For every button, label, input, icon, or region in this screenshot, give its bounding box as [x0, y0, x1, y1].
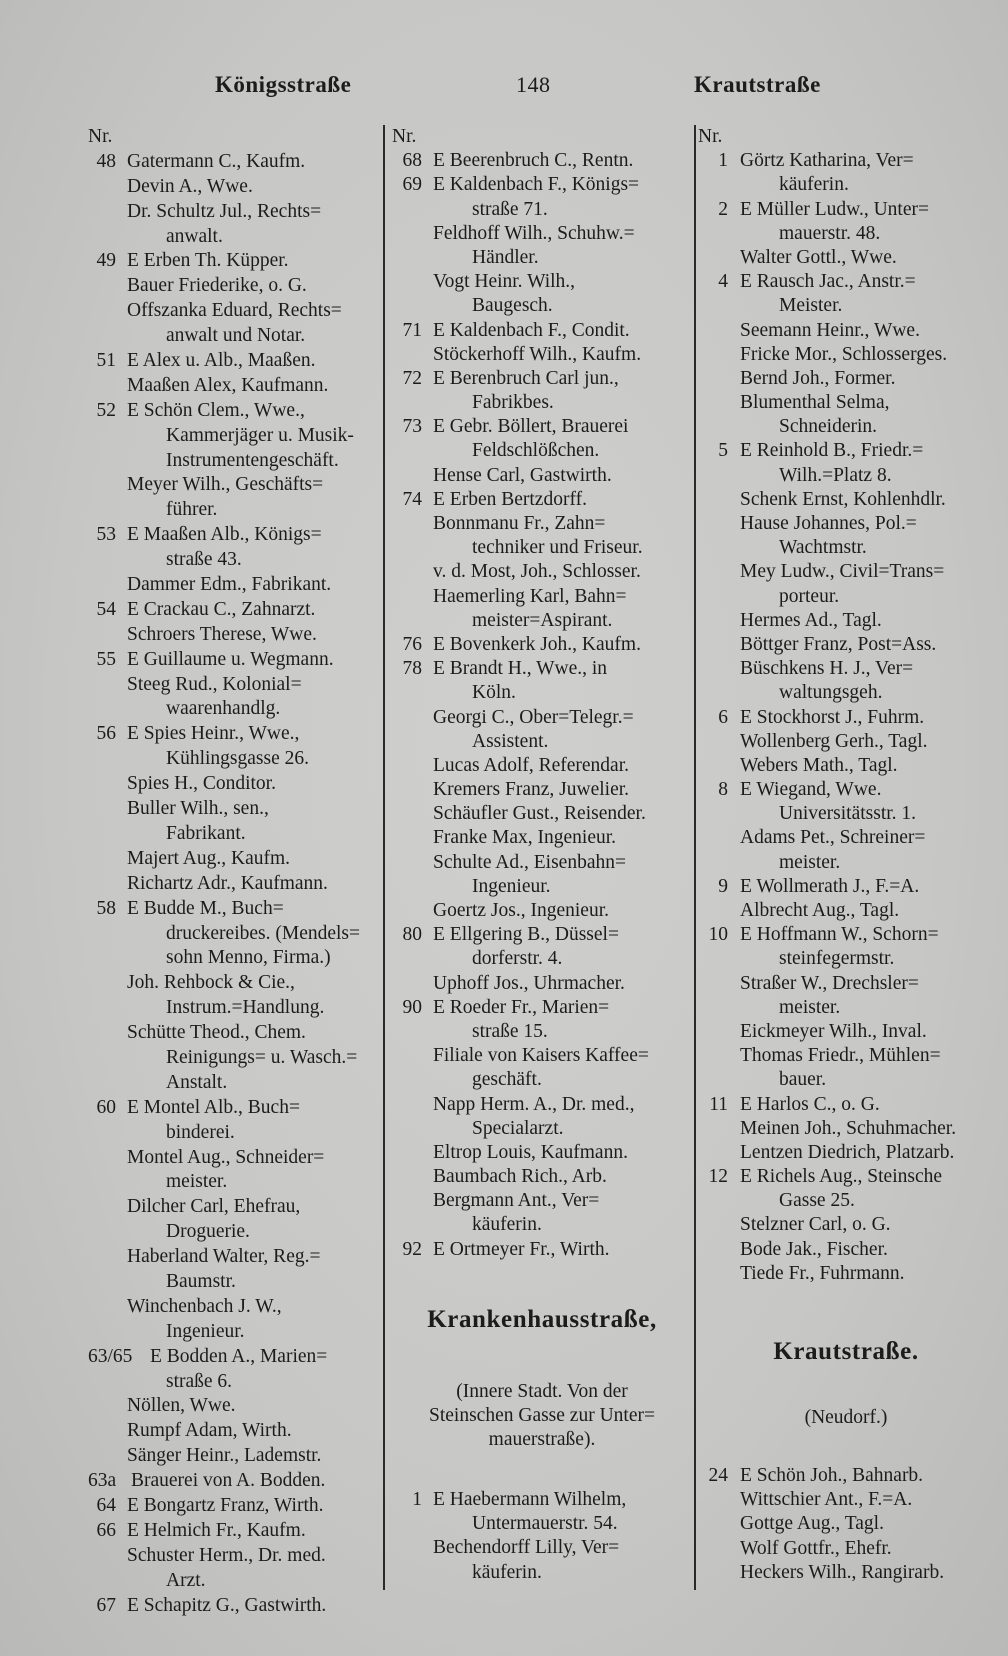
- entry-text: Feldschlößchen.: [472, 440, 600, 462]
- entry-text: Dr. Schultz Jul., Rechts=: [127, 200, 322, 222]
- house-number: 2: [718, 198, 728, 220]
- entry-text: Eickmeyer Wilh., Inval.: [740, 1020, 927, 1042]
- entry-text: E Berenbruch Carl jun.,: [433, 367, 619, 389]
- street-heading: Krautstraße.: [773, 1338, 919, 1365]
- entry-text: Büschkens H. J., Ver=: [740, 658, 914, 680]
- house-number: 67: [96, 1594, 116, 1616]
- entry-text: Schäufler Gust., Reisender.: [433, 803, 646, 825]
- entry-text: E Montel Alb., Buch=: [127, 1096, 300, 1118]
- house-number: 54: [96, 598, 116, 620]
- entry-text: Meinen Joh., Schuhmacher.: [740, 1117, 957, 1139]
- house-number: 9: [718, 875, 728, 897]
- entry-text: E Richels Aug., Steinsche: [740, 1166, 943, 1188]
- entry-text: E Gebr. Böllert, Brauerei: [433, 416, 629, 438]
- entry-text: Ingenieur.: [166, 1320, 245, 1342]
- entry-text: geschäft.: [472, 1069, 542, 1091]
- entry-text: Schuster Herm., Dr. med.: [127, 1544, 326, 1566]
- house-number: 1: [412, 1489, 422, 1510]
- entry-text: Böttger Franz, Post=Ass.: [740, 633, 937, 655]
- entry-text: Hermes Ad., Tagl.: [740, 609, 882, 631]
- entry-text: Wilh.=Platz 8.: [779, 464, 892, 486]
- house-number: 78: [402, 658, 422, 680]
- house-number: 92: [402, 1238, 422, 1260]
- entry-text: Georgi C., Ober=Telegr.=: [433, 706, 634, 728]
- entry-text: E Maaßen Alb., Königs=: [127, 524, 322, 546]
- entry-text: straße 43.: [166, 549, 242, 571]
- entry-text: Stöckerhoff Wilh., Kaufm.: [433, 343, 642, 365]
- entry-text: Hause Johannes, Pol.=: [740, 513, 917, 534]
- entry-text: Brauerei von A. Bodden.: [131, 1470, 326, 1492]
- entry-text: Arzt.: [166, 1569, 206, 1591]
- house-number: 72: [402, 367, 422, 389]
- entry-text: E Bodden A., Marien=: [150, 1345, 328, 1367]
- entry-text: Heckers Wilh., Rangirarb.: [740, 1561, 945, 1583]
- entry-text: Steeg Rud., Kolonial=: [127, 673, 302, 695]
- entry-text: Baugesch.: [472, 295, 553, 317]
- entry-text: E Stockhorst J., Fuhrm.: [740, 706, 925, 728]
- entry-text: Fabrikant.: [166, 822, 246, 844]
- street-description: [698, 1406, 994, 1430]
- entry-text: mauerstr. 48.: [779, 222, 881, 244]
- entry-text: Gasse 25.: [779, 1190, 855, 1212]
- entry-text: E Rausch Jac., Anstr.=: [740, 271, 916, 293]
- entry-text: Maaßen Alex, Kaufmann.: [127, 374, 329, 396]
- entry-text: E Ellgering B., Düssel=: [433, 924, 619, 946]
- house-number: 64: [96, 1494, 116, 1516]
- entry-text: Wachtmstr.: [779, 537, 867, 559]
- entry-text: Kühlingsgasse 26.: [166, 748, 309, 770]
- house-number: 68: [402, 150, 422, 172]
- house-number: 12: [708, 1166, 728, 1188]
- house-number: 63/65: [88, 1345, 133, 1367]
- entry-text: Joh. Rehbock & Cie.,: [127, 972, 295, 994]
- entry-text: E Alex u. Alb., Maaßen.: [127, 350, 316, 372]
- entry-text: straße 6.: [166, 1370, 233, 1392]
- entry-text: Spies H., Conditor.: [127, 773, 276, 795]
- entry-text: E Reinhold B., Friedr.=: [740, 440, 924, 462]
- entry-text: meister.: [166, 1171, 228, 1193]
- entry-text: Feldhoff Wilh., Schuhw.=: [433, 222, 635, 244]
- entry-text: Tiede Fr., Fuhrmann.: [740, 1262, 905, 1284]
- entry-text: Thomas Friedr., Mühlen=: [740, 1045, 941, 1067]
- house-number: 56: [96, 723, 116, 745]
- entry-text: binderei.: [166, 1121, 235, 1143]
- house-number: 10: [708, 924, 728, 946]
- entry-text: Gottge Aug., Tagl.: [740, 1513, 884, 1535]
- entry-text: Fricke Mor., Schlosserges.: [740, 343, 948, 365]
- entry-text: Dilcher Carl, Ehefrau,: [127, 1196, 301, 1218]
- house-number: 90: [402, 996, 422, 1018]
- house-number: 49: [96, 250, 116, 272]
- house-number: 66: [96, 1519, 116, 1541]
- entry-text: E Harlos C., o. G.: [740, 1093, 880, 1115]
- page-number: 148: [516, 72, 551, 97]
- street-description-line: (Innere Stadt. Von der: [456, 1381, 628, 1402]
- entry-text: meister.: [779, 851, 841, 873]
- entry-text: druckereibes. (Mendels=: [166, 922, 361, 944]
- entry-text: Bernd Joh., Former.: [740, 367, 896, 389]
- entry-text: Meister.: [779, 295, 843, 317]
- nr-label: Nr.: [392, 126, 417, 147]
- entry-text: Schneiderin.: [779, 416, 878, 438]
- house-number: 5: [718, 440, 728, 462]
- entry-text: Montel Aug., Schneider=: [127, 1146, 325, 1168]
- entry-text: Universitätsstr. 1.: [779, 803, 917, 825]
- entry-text: E Schön Clem., Wwe.,: [127, 399, 305, 421]
- entry-text: straße 71.: [472, 198, 548, 220]
- house-number: 60: [96, 1096, 116, 1118]
- street-heading: Krankenhausstraße,: [427, 1306, 657, 1333]
- entry-text: anwalt und Notar.: [166, 325, 306, 347]
- entry-text: Lucas Adolf, Referendar.: [433, 754, 630, 776]
- entry-text: Bergmann Ant., Ver=: [433, 1190, 600, 1212]
- entry-text: straße 15.: [472, 1020, 548, 1042]
- entry-text: meister.: [779, 996, 841, 1018]
- nr-label: Nr.: [88, 126, 113, 147]
- entry-text: Haemerling Karl, Bahn=: [433, 585, 627, 607]
- entry-text: E Spies Heinr., Wwe.,: [127, 723, 300, 745]
- nr-label: Nr.: [698, 126, 723, 147]
- entry-text: Mey Ludw., Civil=Trans=: [740, 561, 945, 583]
- entry-text: Albrecht Aug., Tagl.: [740, 900, 900, 921]
- entry-text: Baumbach Rich., Arb.: [433, 1166, 607, 1188]
- entry-text: Haberland Walter, Reg.=: [127, 1246, 321, 1268]
- entry-text: E Crackau C., Zahnarzt.: [127, 598, 316, 620]
- entry-text: Schroers Therese, Wwe.: [127, 623, 317, 645]
- entry-text: Adams Pet., Schreiner=: [740, 827, 926, 849]
- entry-text: Bauer Friederike, o. G.: [127, 275, 307, 297]
- entry-text: Nöllen, Wwe.: [127, 1395, 236, 1417]
- entry-text: Reinigungs= u. Wasch.=: [166, 1046, 358, 1068]
- entry-text: Richartz Adr., Kaufmann.: [127, 872, 328, 894]
- running-head-right-street: Krautstraße: [694, 72, 821, 97]
- entry-text: Schulte Ad., Eisenbahn=: [433, 851, 626, 873]
- street-description: [392, 1380, 692, 1452]
- entry-text: Bechendorff Lilly, Ver=: [433, 1537, 620, 1559]
- entry-text: Schenk Ernst, Kohlenhdlr.: [740, 488, 946, 510]
- entry-text: Blumenthal Selma,: [740, 392, 890, 414]
- entry-text: E Guillaume u. Wegmann.: [127, 648, 334, 670]
- entry-text: Schütte Theod., Chem.: [127, 1022, 306, 1044]
- street-description-line: mauerstraße).: [488, 1429, 596, 1450]
- column-divider: [694, 125, 696, 1590]
- entry-text: E Hoffmann W., Schorn=: [740, 924, 939, 946]
- entry-text: käuferin.: [472, 1561, 542, 1583]
- entry-text: führer.: [166, 499, 218, 521]
- entry-text: Köln.: [472, 682, 516, 704]
- entry-text: E Ortmeyer Fr., Wirth.: [433, 1238, 610, 1260]
- house-number: 73: [402, 416, 422, 438]
- entry-text: E Schön Joh., Bahnarb.: [740, 1465, 924, 1486]
- entry-text: anwalt.: [166, 225, 223, 247]
- entry-text: Straßer W., Drechsler=: [740, 972, 919, 994]
- entry-text: Kremers Franz, Juwelier.: [433, 779, 630, 801]
- entry-text: Händler.: [472, 246, 539, 268]
- house-number: 1: [718, 150, 728, 172]
- entry-text: Kammerjäger u. Musik-: [166, 424, 354, 446]
- entry-text: Baumstr.: [166, 1270, 236, 1292]
- entry-text: Filiale von Kaisers Kaffee=: [433, 1045, 649, 1067]
- entry-text: steinfegermstr.: [779, 948, 895, 970]
- entry-text: Eltrop Louis, Kaufmann.: [433, 1141, 628, 1163]
- street-description-line: Steinschen Gasse zur Unter=: [429, 1405, 655, 1426]
- entry-text: Seemann Heinr., Wwe.: [740, 319, 920, 341]
- house-number: 51: [96, 350, 116, 372]
- house-number: 55: [96, 648, 116, 670]
- entry-text: Franke Max, Ingenieur.: [433, 827, 617, 849]
- entry-text: käuferin.: [472, 1214, 542, 1236]
- entry-text: Winchenbach J. W.,: [127, 1295, 282, 1317]
- entry-text: E Bovenkerk Joh., Kaufm.: [433, 633, 641, 655]
- entry-text: E Erben Bertzdorff.: [433, 488, 587, 510]
- entry-text: Specialarzt.: [472, 1117, 564, 1139]
- entry-text: E Brandt H., Wwe., in: [433, 658, 608, 680]
- house-number: 80: [402, 924, 422, 946]
- entry-text: Wolf Gottfr., Ehefr.: [740, 1537, 892, 1559]
- entry-text: Bode Jak., Fischer.: [740, 1238, 888, 1260]
- entry-text: E Müller Ludw., Unter=: [740, 198, 929, 220]
- house-number: 52: [96, 399, 116, 421]
- house-number: 74: [402, 488, 422, 510]
- entry-text: Stelzner Carl, o. G.: [740, 1214, 891, 1236]
- entry-text: Vogt Heinr. Wilh.,: [433, 271, 576, 293]
- entry-text: Wittschier Ant., F.=A.: [740, 1489, 913, 1511]
- entry-text: bauer.: [779, 1069, 827, 1091]
- entry-text: sohn Menno, Firma.): [166, 947, 331, 969]
- house-number: 24: [708, 1465, 728, 1486]
- entry-text: E Roeder Fr., Marien=: [433, 996, 610, 1018]
- running-head-left-street: Königsstraße: [215, 72, 352, 97]
- entry-text: Meyer Wilh., Geschäfts=: [127, 474, 324, 496]
- entry-text: Görtz Katharina, Ver=: [740, 150, 914, 172]
- house-number: 6: [718, 706, 728, 728]
- entry-text: Uphoff Jos., Uhrmacher.: [433, 972, 625, 994]
- entry-text: dorferstr. 4.: [472, 948, 563, 970]
- entry-text: Majert Aug., Kaufm.: [127, 847, 291, 869]
- entry-text: Droguerie.: [166, 1221, 250, 1243]
- entry-text: techniker und Friseur.: [472, 537, 643, 559]
- entry-text: E Wollmerath J., F.=A.: [740, 875, 920, 897]
- column-divider: [383, 125, 385, 1590]
- entry-text: Instrumentengeschäft.: [166, 449, 339, 471]
- entry-text: Wollenberg Gerh., Tagl.: [740, 730, 928, 752]
- entry-text: Ingenieur.: [472, 875, 551, 897]
- house-number: 69: [402, 174, 422, 196]
- entry-text: E Erben Th. Küpper.: [127, 250, 289, 272]
- entry-text: Fabrikbes.: [472, 392, 554, 414]
- entry-text: E Beerenbruch C., Rentn.: [433, 150, 634, 172]
- house-number: 53: [96, 524, 116, 546]
- entry-text: Sänger Heinr., Lademstr.: [127, 1445, 322, 1467]
- entry-text: Rumpf Adam, Wirth.: [127, 1420, 292, 1442]
- entry-text: E Schapitz G., Gastwirth.: [127, 1594, 327, 1616]
- entry-text: Bonnmanu Fr., Zahn=: [433, 513, 606, 534]
- entry-text: E Haebermann Wilhelm,: [433, 1489, 627, 1510]
- entry-text: Lentzen Diedrich, Platzarb.: [740, 1141, 955, 1163]
- street-description-line: (Neudorf.): [804, 1407, 888, 1428]
- entry-text: E Kaldenbach F., Condit.: [433, 319, 630, 341]
- entry-text: Napp Herm. A., Dr. med.,: [433, 1093, 635, 1115]
- entry-text: Assistent.: [472, 730, 549, 752]
- entry-text: Instrum.=Handlung.: [166, 997, 325, 1019]
- house-number: 48: [96, 150, 116, 172]
- entry-text: Untermauerstr. 54.: [472, 1513, 618, 1535]
- entry-text: E Budde M., Buch=: [127, 897, 284, 919]
- entry-text: meister=Aspirant.: [472, 609, 613, 631]
- entry-text: waarenhandlg.: [166, 698, 281, 720]
- entry-text: E Helmich Fr., Kaufm.: [127, 1519, 306, 1541]
- entry-text: E Wiegand, Wwe.: [740, 779, 882, 801]
- entry-text: waltungsgeh.: [779, 682, 883, 704]
- entry-text: porteur.: [779, 585, 840, 607]
- entry-text: käuferin.: [779, 174, 849, 196]
- entry-text: Webers Math., Tagl.: [740, 754, 898, 776]
- entry-text: Devin A., Wwe.: [127, 175, 253, 197]
- house-number: 11: [709, 1093, 728, 1115]
- house-number: 71: [402, 319, 422, 341]
- entry-text: Dammer Edm., Fabrikant.: [127, 574, 332, 596]
- entry-text: Offszanka Eduard, Rechts=: [127, 300, 342, 322]
- entry-text: Gatermann C., Kaufm.: [127, 150, 306, 172]
- house-number: 76: [402, 633, 422, 655]
- house-number: 4: [718, 271, 728, 293]
- entry-text: Buller Wilh., sen.,: [127, 798, 269, 820]
- entry-text: v. d. Most, Joh., Schlosser.: [433, 561, 641, 583]
- entry-text: Walter Gottl., Wwe.: [740, 246, 897, 268]
- house-number: 63a: [88, 1470, 117, 1492]
- entry-text: Goertz Jos., Ingenieur.: [433, 900, 609, 921]
- entry-text: E Bongartz Franz, Wirth.: [127, 1494, 324, 1516]
- house-number: 58: [96, 897, 116, 919]
- entry-text: E Kaldenbach F., Königs=: [433, 174, 640, 196]
- entry-text: Hense Carl, Gastwirth.: [433, 464, 612, 486]
- house-number: 8: [718, 779, 728, 801]
- entry-text: Anstalt.: [166, 1071, 228, 1093]
